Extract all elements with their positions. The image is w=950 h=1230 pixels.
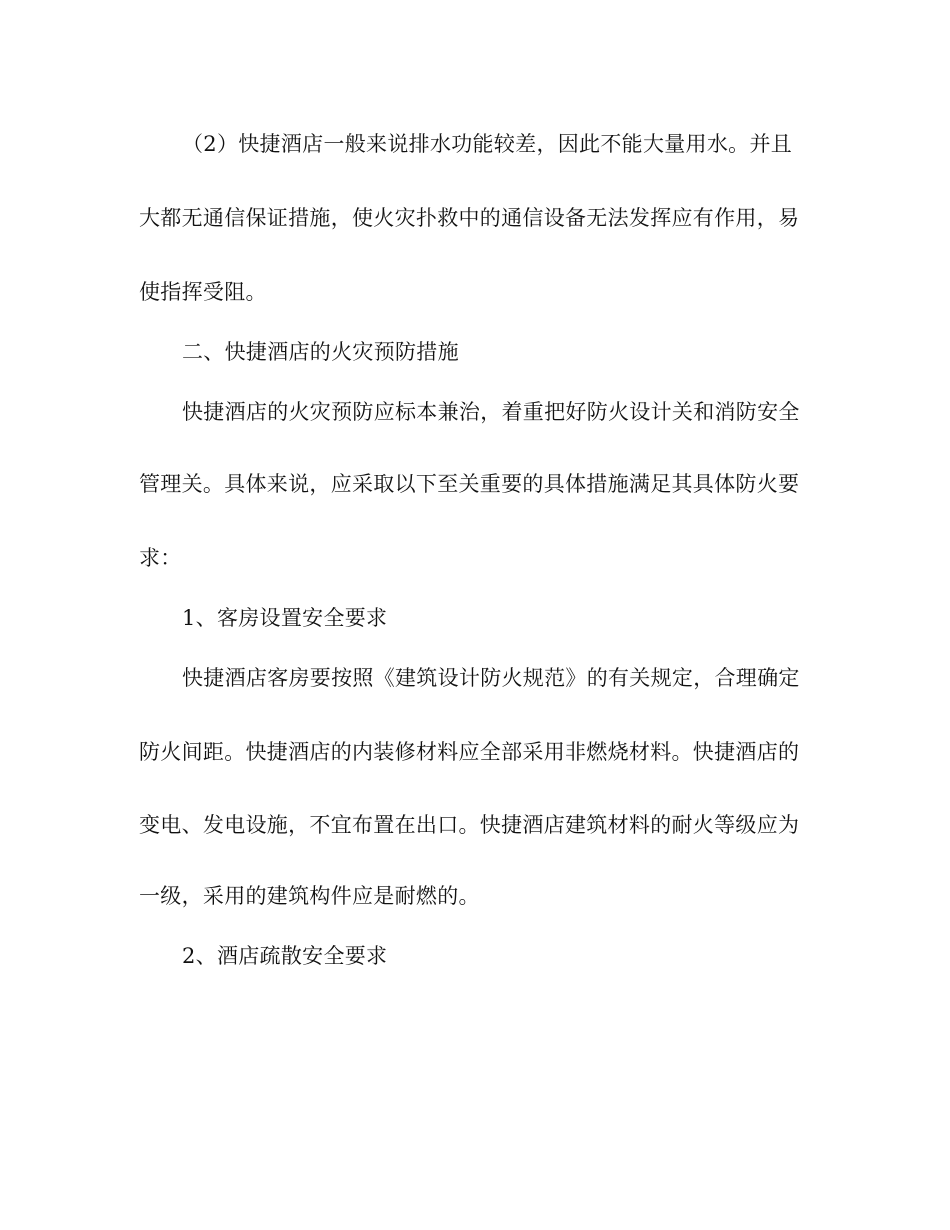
paragraph-line: 一级，采用的建筑构件应是耐燃的。 — [139, 884, 480, 908]
paragraph-line: 管理关。具体来说，应采取以下至关重要的具体措施满足其具体防火要 — [139, 472, 800, 496]
paragraph-line: 使指挥受阻。 — [139, 280, 267, 304]
paragraph-line: 求： — [139, 546, 182, 570]
section-heading: 二、快捷酒店的火灾预防措施 — [182, 340, 459, 364]
paragraph-line: 大都无通信保证措施，使火灾扑救中的通信设备无法发挥应有作用，易 — [139, 206, 800, 230]
paragraph-line: 快捷酒店客房要按照《建筑设计防火规范》的有关规定，合理确定 — [182, 666, 800, 690]
paragraph-line: 快捷酒店的火灾预防应标本兼治，着重把好防火设计关和消防安全 — [182, 400, 800, 424]
subsection-heading: 1、客房设置安全要求 — [182, 606, 388, 630]
paragraph-line: 变电、发电设施，不宜布置在出口。快捷酒店建筑材料的耐火等级应为 — [139, 813, 800, 837]
paragraph-line: 防火间距。快捷酒店的内装修材料应全部采用非燃烧材料。快捷酒店的 — [139, 740, 800, 764]
paragraph-line: （2）快捷酒店一般来说排水功能较差，因此不能大量用水。并且 — [182, 132, 793, 156]
subsection-heading: 2、酒店疏散安全要求 — [182, 944, 388, 968]
